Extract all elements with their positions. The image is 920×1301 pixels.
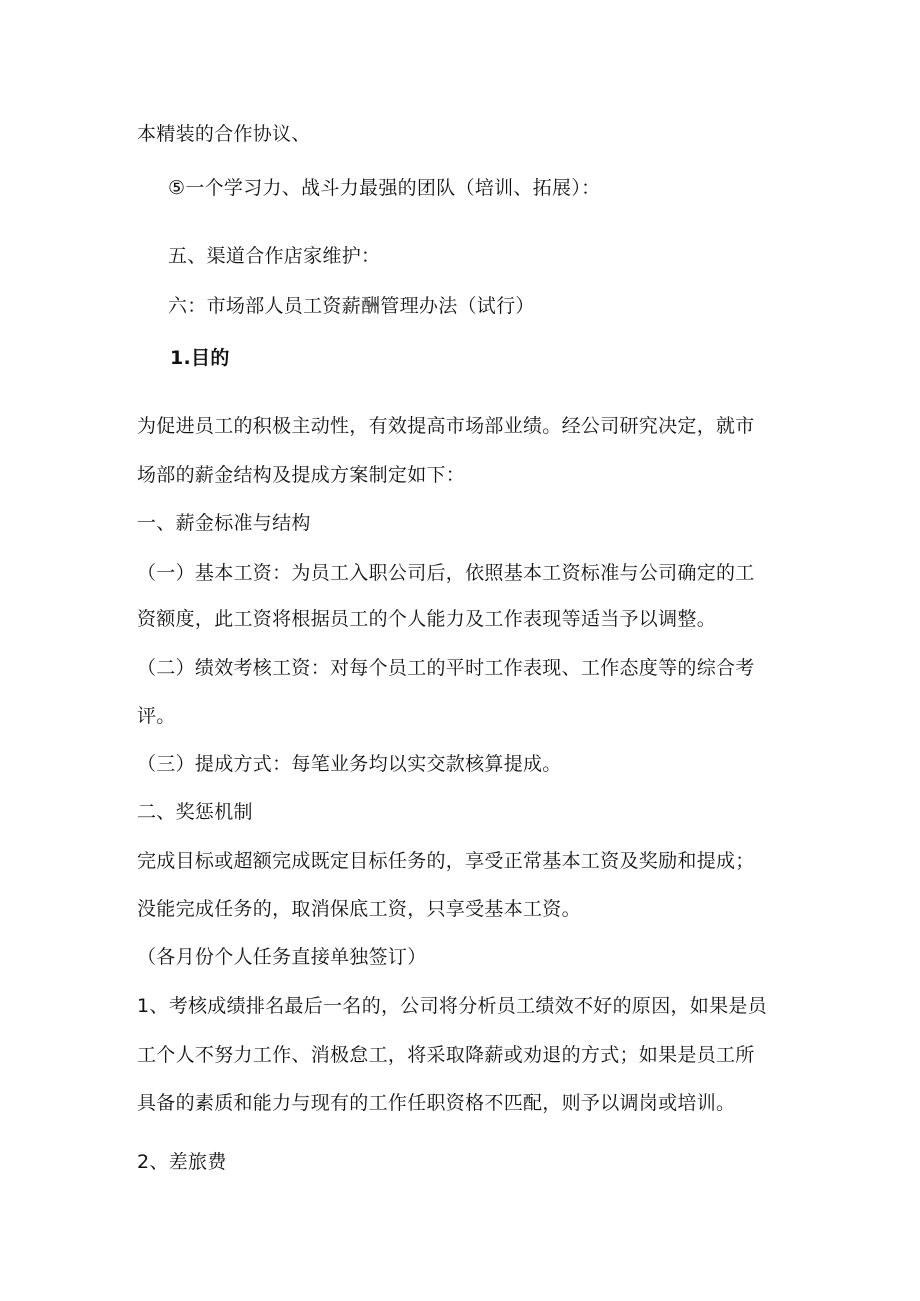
text-line: （各月份个人任务直接单独签订） [137,946,427,968]
section-heading: 五、渠道合作店家维护： [168,245,381,267]
text-line: 评。 [137,705,176,727]
text-line: 没能完成任务的，取消保底工资，只享受基本工资。 [137,898,581,920]
text-line: ⑤一个学习力、战斗力最强的团队（培训、拓展）： [168,177,601,199]
text-line: 工个人不努力工作、消极怠工，将采取降薪或劝退的方式；如果是员工所 [137,1044,755,1066]
section-heading: 六：市场部人员工资薪酬管理办法（试行） [168,295,535,317]
text-line: 资额度，此工资将根据员工的个人能力及工作表现等适当予以调整。 [137,608,717,630]
text-line: 具备的素质和能力与现有的工作任职资格不匹配，则予以调岗或培训。 [137,1092,736,1114]
text-line: （二）绩效考核工资：对每个员工的平时工作表现、工作态度等的综合考 [137,657,755,679]
text-line: 为促进员工的积极主动性，有效提高市场部业绩。经公司研究决定，就市 [137,415,755,437]
subsection-heading: 2、差旅费 [137,1151,227,1173]
text-line: 本精装的合作协议、 [137,123,311,145]
text-line: 完成目标或超额完成既定目标任务的，享受正常基本工资及奖励和提成； [137,850,755,872]
text-line: 场部的薪金结构及提成方案制定如下： [137,464,466,486]
section-heading: 二、奖惩机制 [137,801,253,823]
text-line: （三）提成方式：每笔业务均以实交款核算提成。 [137,753,562,775]
section-heading: 一、薪金标准与结构 [137,512,311,534]
text-line: 1、考核成绩排名最后一名的，公司将分析员工绩效不好的原因，如果是员 [137,995,767,1017]
subsection-heading: 1.目的 [170,347,230,369]
text-line: （一）基本工资：为员工入职公司后，依照基本工资标准与公司确定的工 [137,562,755,584]
